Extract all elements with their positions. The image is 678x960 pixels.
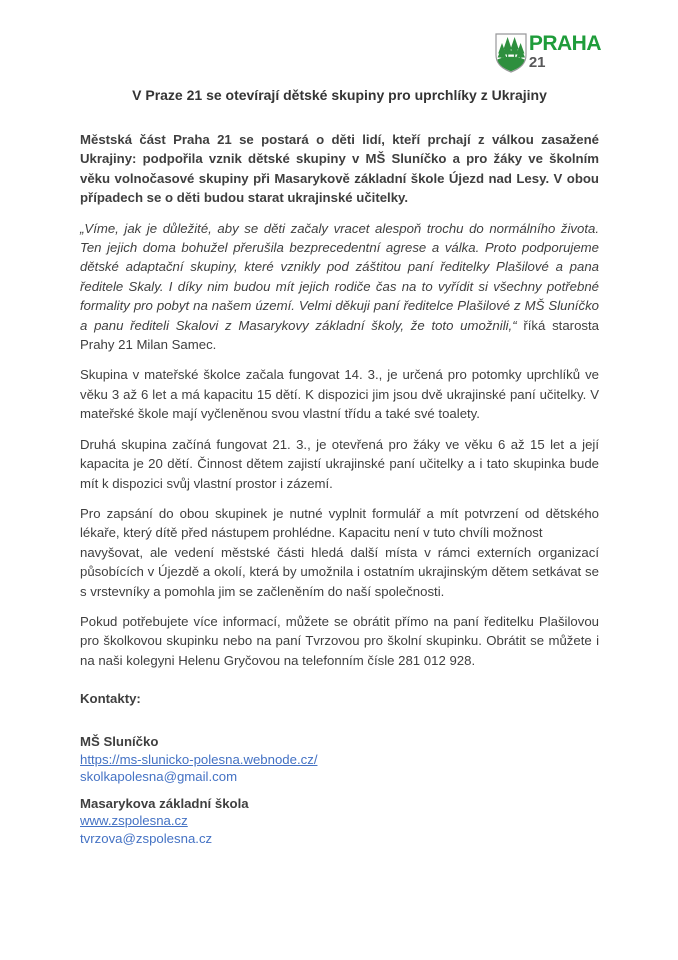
page-title: V Praze 21 se otevírají dětské skupiny pro uprchlíky z Ukrajiny [132, 87, 547, 103]
enrollment-paragraph [80, 504, 599, 601]
school-group-paragraph: Druhá skupina začíná fungovat 21. 3., je otevřená pro žáky ve věku 6 až 15 let a její kapacita je 20 dětí. Činnost dětem zajistí ukrajinské paní učitelky a i tato skupinka bude mít k dispozici svůj vlastní prostor i zázemí. [80, 436, 599, 491]
contact-url-link[interactable]: https://ms-slunicko-polesna.webnode.cz/ [80, 751, 318, 767]
contact-info-paragraph: Pokud potřebujete více informací, můžete se obrátit přímo na paní ředitelku Plašilovou pro školkovou skupinku nebo na paní Tvrzovou pro školní skupinku. Obrátit se můžete i na naši kolegyni Helenu Gryčovou na telefonním čísle 281 012 928. [80, 613, 599, 668]
logo-brand-name: PRAHA [528, 32, 601, 55]
quote-text: „Víme, jak je důležité, aby se děti začaly vracet alespoň trochu do normálního života. Ten jejich doma bohužel přerušila bezprecedentní agrese a válka. Proto podporujeme dětské adaptační skupiny, které vznikly pod záštitou paní ředitelky Plašilové a pana ředitele Skaly. I díky nim budou mít jejich rodiče čas na to vyřídit si všechny potřebné formality pro pobyt na našem území. Velmi děkuji paní ředitelce Plašilové z MŠ Sluníčko a panu řediteli Skalovi z Masarykovy základní školy, že toto umožnili,“ [80, 220, 599, 333]
lead-paragraph: Městská část Praha 21 se postará o děti lidí, kteří prchají z válkou zasažené Ukrajiny: podpořila vznik dětské skupiny v MŠ Sluníčko a pro žáky ve školním věku volnočasové skupiny při Masarykově základní škole Újezd nad Lesy. V obou případech se o děti budou starat ukrajinské učitelky. [80, 132, 599, 206]
contact-email-link[interactable]: tvrzova@zspolesna.cz [80, 830, 213, 846]
contact-name: MŠ Sluníčko [80, 734, 159, 750]
nursery-group-paragraph: Skupina v mateřské školce začala fungovat 14. 3., je určená pro potomky uprchlíků ve věku 3 až 6 let a má kapacitu 15 dětí. K dispozici jim jsou dvě ukrajinské paní učitelky. V mateřské škole mají vyčleněnou svou vlastní třídu a také své toalety. [80, 367, 599, 422]
enrollment-text-after-break: navyšovat, ale vedení městské části hledá další místa v rámci externích organizací působících v Újezdě a okolí, která by umožnila i ostatním ukrajinským dětem setkávat se s vrstevníky a pomohla jim se začleněním do naší společnosti. [80, 544, 599, 599]
logo-district-number: 21 [528, 54, 546, 71]
document-content [80, 0, 599, 856]
contact-entry-ms-slunicko [80, 733, 599, 786]
contact-name: Masarykova základní škola [80, 795, 249, 811]
quote-attribution: říká starosta Prahy 21 Milan Samec. [80, 317, 599, 353]
enrollment-text-before-break: Pro zapsání do obou skupinek je nutné vyplnit formulář a mít potvrzení od dětského lékaře, který dítě před nástupem prohlédne. Kapacitu není v tuto chvíli možnost [80, 505, 599, 541]
quote-paragraph [80, 219, 599, 355]
contact-url-link[interactable]: www.zspolesna.cz [80, 813, 188, 829]
contacts-heading: Kontakty: [80, 691, 141, 707]
contact-entry-masarykova-zs [80, 795, 599, 848]
contact-email-link[interactable]: skolkapolesna@gmail.com [80, 769, 238, 785]
